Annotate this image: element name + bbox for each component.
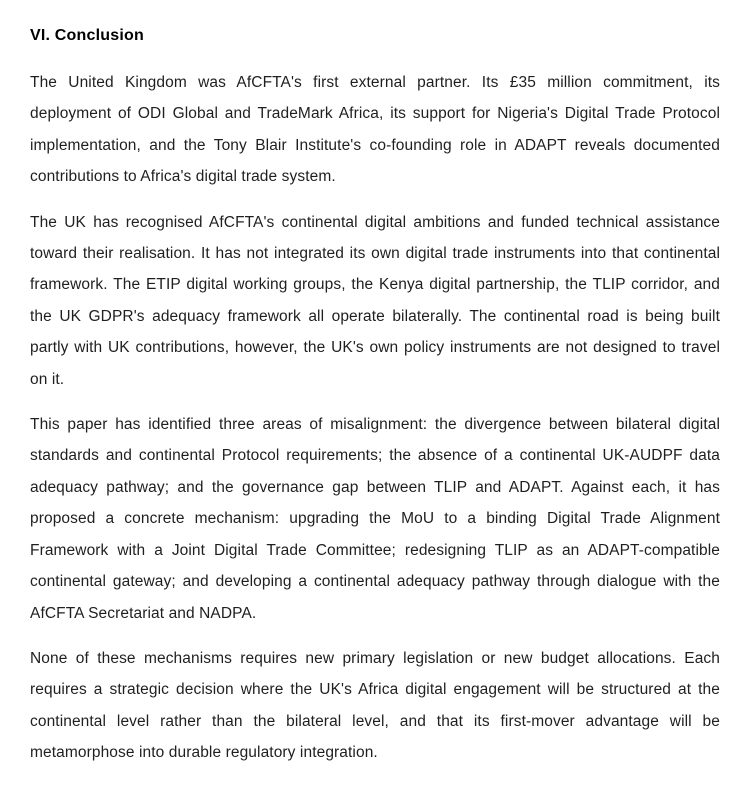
paragraph-4: None of these mechanisms requires new primary legislation or new budget allocations. Each requires a strategic decision where the UK's Africa digital engagement will be structured at the continental level rather than the bilateral level, and that its first-mover advantage will be metamorphose into durable regulatory integration. xyxy=(30,649,720,762)
paragraph-1: The United Kingdom was AfCFTA's first external partner. Its £35 million commitment, its deployment of ODI Global and TradeMark Africa, its support for Nigeria's Digital Trade Protocol implementation, and the Tony Blair Institute's co-founding role in ADAPT reveals documented contributions to Africa's digital trade system. xyxy=(30,74,720,186)
paragraph-2: The UK has recognised AfCFTA's continental digital ambitions and funded technical assistance toward their realisation. It has not integrated its own digital trade instruments into that continental framework. The ETIP digital working groups, the Kenya digital partnership, the TLIP corridor, and the UK GDPR's adequacy framework all operate bilaterally. The continental road is being built partly with UK contributions, however, the UK's own policy instruments are not designed to travel on it. xyxy=(30,213,720,388)
section-heading: VI. Conclusion xyxy=(30,27,144,44)
paragraph-3: This paper has identified three areas of misalignment: the divergence between bilateral digital standards and continental Protocol requirements; the absence of a continental UK-AUDPF data adequacy pathway; and the governance gap between TLIP and ADAPT. Against each, it has proposed a concrete mechanism: upgrading the MoU to a binding Digital Trade Alignment Framework with a Joint Digital Trade Committee; redesigning TLIP as an ADAPT-compatible continental gateway; and developing a continental adequacy pathway through dialogue with the AfCFTA Secretariat and NADPA. xyxy=(30,416,720,622)
